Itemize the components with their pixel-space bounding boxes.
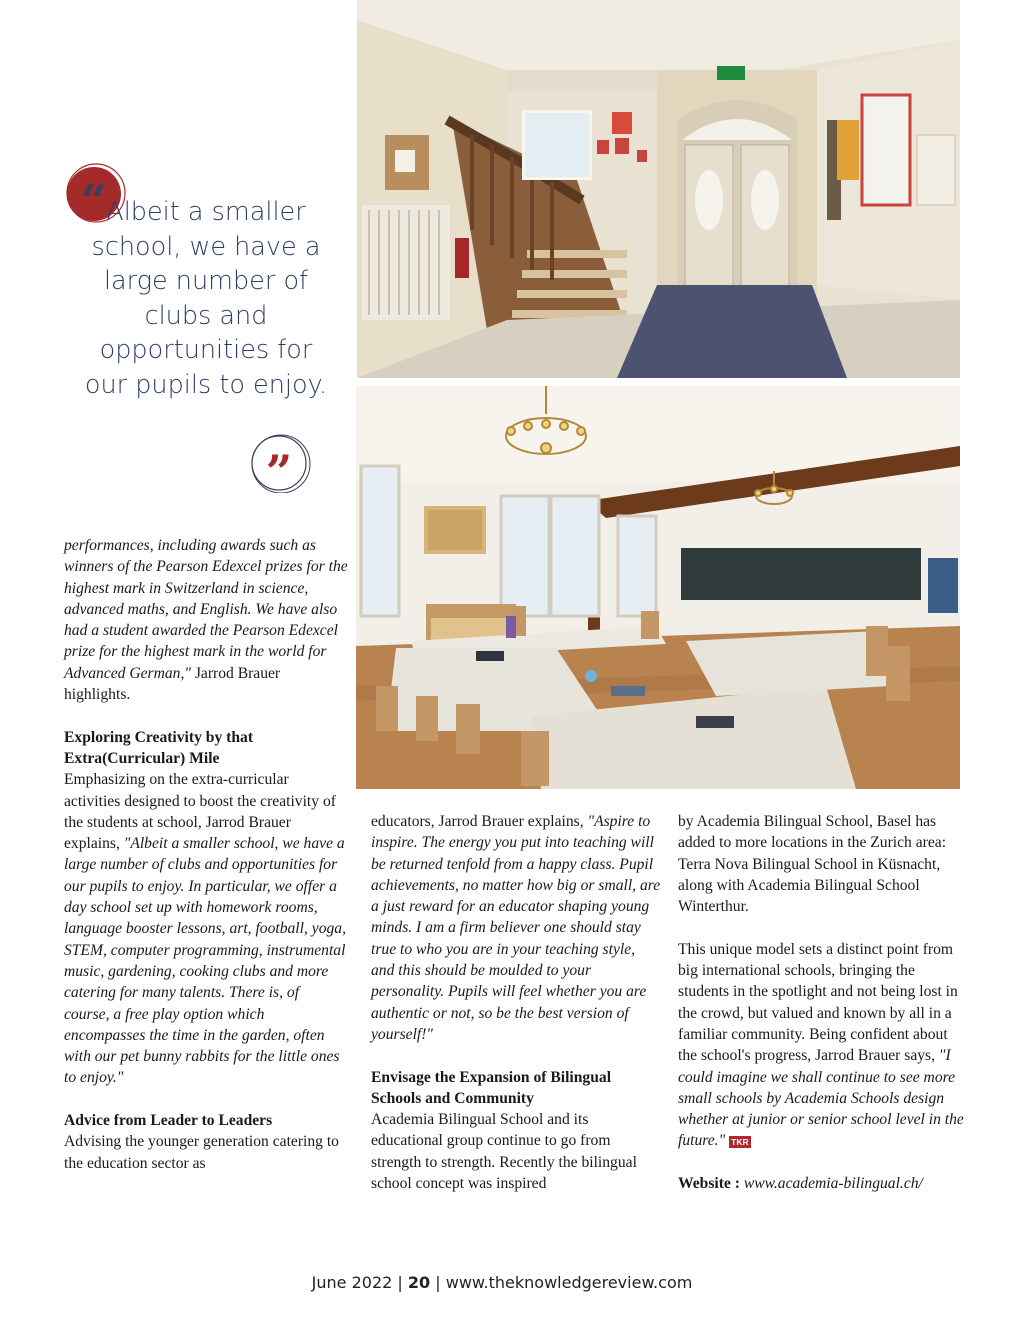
section-heading: Advice from Leader to Leaders [64,1112,273,1130]
article-column-3 [678,811,968,1194]
article-column-2 [371,811,661,1194]
paragraph [64,769,348,1088]
footer-site-link[interactable]: www.theknowledgereview.com [445,1273,693,1292]
website-label: Website : [678,1175,744,1193]
footer-date: June 2022 [311,1273,393,1292]
classroom-photo [356,386,960,789]
quote-close-icon [246,433,312,493]
quote-italic: "I could imagine we shall continue to see more small schools by Academia Schools design whether at junior or senior school level in the future." [678,1047,964,1150]
tkr-end-mark: TKR [731,1136,749,1147]
paragraph: Academia Bilingual School and its educational group continue to go from strength to strength. Recently the bilingual school concept was inspired [371,1111,637,1193]
paragraph [678,939,968,1152]
text: educators, Jarrod Brauer explains, [371,813,588,830]
quote-italic: "Albeit a smaller school, we have a large number of clubs and opportunities for our pupils to enjoy. In particular, we offer a day school set up with homework rooms, language booster lessons, art, football, yoga, STEM, computer programming, instrumental music, gardening, cooking clubs and more catering for many talents. There is, of course, a free play option which encompasses the time in the garden, often with our pet bunny rabbits for the little ones to enjoy." [64,835,346,1087]
page-number: 20 [407,1273,431,1292]
section-heading: Envisage the Expansion of Bilingual Schools and Community [371,1068,612,1107]
svg-text:”: ” [265,445,293,493]
section-heading: Exploring Creativity by that Extra(Curricular) Mile [64,728,254,767]
website-link[interactable]: www.academia-bilingual.ch/ [743,1175,923,1193]
hallway-photo [357,0,960,378]
page-footer [0,1273,1004,1292]
footer-separator: | [397,1273,403,1292]
paragraph [371,811,661,1045]
article-column-1 [64,535,348,1174]
website-line [678,1173,968,1194]
paragraph: Advising the younger generation catering to the education sector as [64,1133,339,1172]
text: This unique model sets a distinct point from big international schools, bringing the students in the spotlight and not being lost in the crowd, but valued and known by all in a familiar community. Being confident about the school's progress, Jarrod Brauer says, [678,940,958,1065]
svg-text:“: “ [80,174,108,223]
pull-quote-text: Albeit a smaller school, we have a large number of clubs and opportunities for our pupils to enjoy. [84,197,328,400]
footer-separator: | [435,1273,441,1292]
quote-italic: "Aspire to inspire. The energy you put into teaching will be returned tenfold from a happy class. Pupil achievements, no matter how big or small, are a just reward for an educator shaping young minds. I am a firm believer one should stay true to who you are in your teaching style, and this should be moulded to your personality. Pupils will feel whether you are authentic or not, so be the best version of yourself!" [371,813,661,1043]
pull-quote [62,163,348,503]
quote-italic: performances, including awards such as winners of the Pearson Edexcel prizes for the highest mark in Switzerland in science, advanced maths, and English. We have also had a student awarded the Pearson Edexcel prize for the highest mark in the world for Advanced German," [64,537,348,682]
text: Emphasizing on the extra-curricular activities designed to boost the creativity of the students at school, Jarrod Brauer explains, [64,771,336,853]
text: Jarrod Brauer highlights. [64,664,281,704]
paragraph: by Academia Bilingual School, Basel has added to more locations in the Zurich area: Terra Nova Bilingual School in Küsnacht, along with Academia Bilingual School Winterthur. [678,813,947,916]
paragraph [64,535,348,705]
